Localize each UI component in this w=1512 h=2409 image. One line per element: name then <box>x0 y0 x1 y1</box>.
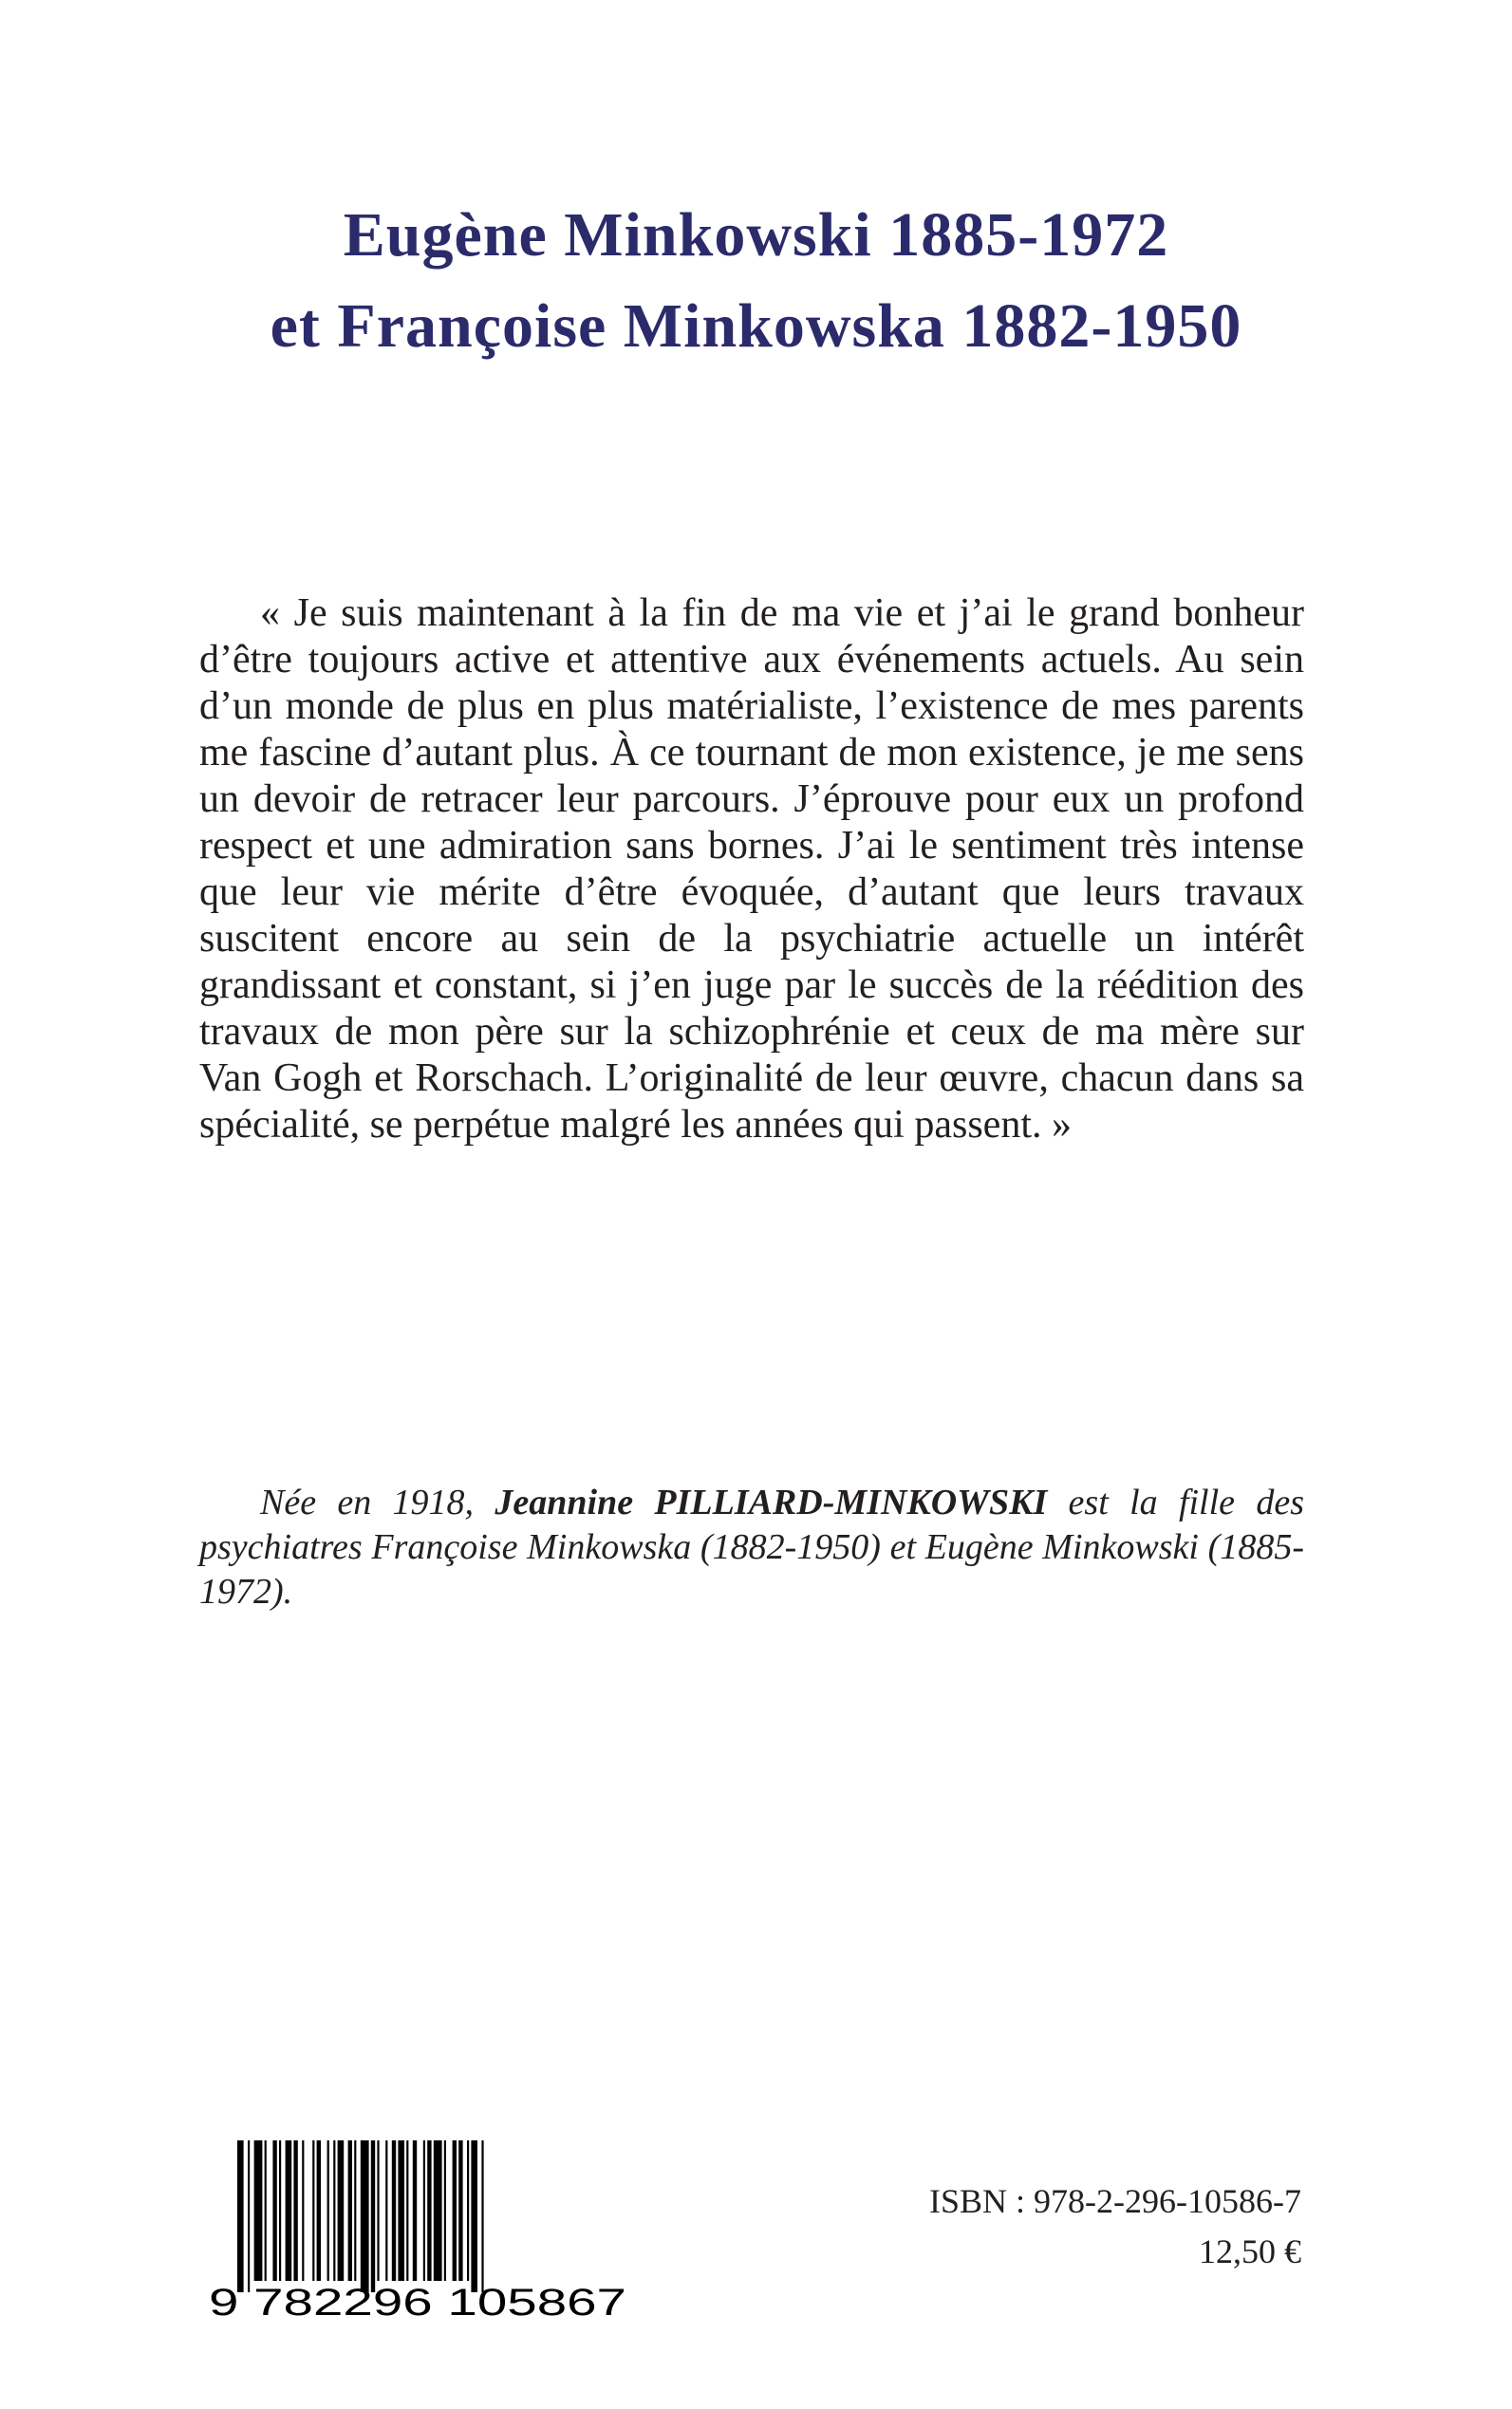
barcode-bar <box>481 2140 483 2292</box>
bio-prefix: Née en 1918, <box>260 1483 495 1522</box>
book-title <box>0 190 1512 372</box>
barcode-bar <box>423 2140 425 2281</box>
barcode-bar <box>293 2140 297 2281</box>
barcode-bar <box>361 2140 369 2292</box>
barcode-bar <box>286 2140 292 2281</box>
barcode-bar <box>237 2140 244 2292</box>
barcode-bar <box>467 2140 469 2281</box>
barcode-bar <box>338 2140 345 2281</box>
barcode-bar <box>385 2140 387 2281</box>
back-cover-quote: « Je suis maintenant à la fin de ma vie et j’ai le grand bonheur d’être toujours active et attentive aux événements actuels. Au sein d’un monde de plus en plus matérialiste, l’existence de mes parents me fascine d’autant plus. À ce tournant de mon existence, je me sens un devoir de retracer leur parcours. J’éprouve pour eux un profond respect et une admiration sans bornes. J’ai le sentiment très intense que leur vie mérite d’être évoquée, d’autant que leurs travaux suscitent encore au sein de la psychiatrie actuelle un intérêt grandissant et constant, si j’en juge par le succès de la réédition des travaux de mon père sur la schizophrénie et ceux de ma mère sur Van Gogh et Rorschach. L’originalité de leur œuvre, chacun dans sa spécialité, se perpétue malgré les années qui passent. » <box>199 591 1304 1147</box>
barcode-bar <box>371 2140 375 2292</box>
barcode-bar <box>471 2140 477 2292</box>
barcode-bar <box>348 2140 352 2281</box>
barcode-bar <box>444 2140 446 2281</box>
barcode-bar <box>434 2140 442 2281</box>
barcode-bar <box>312 2140 314 2281</box>
barcode-bars <box>237 2140 484 2292</box>
barcode-bar <box>254 2140 263 2281</box>
isbn: ISBN : 978-2-296-10586-7 <box>929 2182 1301 2220</box>
author-name: Jeannine PILLIARD-MINKOWSKI <box>495 1483 1048 1522</box>
barcode <box>209 2140 626 2321</box>
barcode-bar <box>392 2140 396 2281</box>
title-line-2: et Françoise Minkowska 1882-1950 <box>270 291 1242 361</box>
barcode-bar <box>317 2140 321 2281</box>
barcode-bar <box>302 2140 304 2281</box>
barcode-bar <box>327 2140 329 2281</box>
barcode-bar <box>333 2140 335 2281</box>
bio-suffix: est la fille des psychiatres Françoise Minkowska (1882-1950) et Eugène Minkowski (1885-1972). <box>199 1483 1304 1612</box>
barcode-bar <box>354 2140 356 2281</box>
barcode-bar <box>279 2140 281 2281</box>
barcode-bar <box>248 2140 250 2292</box>
barcode-bar <box>398 2140 404 2281</box>
price: 12,50 € <box>1199 2232 1301 2270</box>
barcode-bar <box>265 2140 267 2281</box>
barcode-bar <box>406 2140 408 2281</box>
barcode-bar <box>413 2140 417 2281</box>
barcode-bar <box>427 2140 431 2281</box>
barcode-bar <box>377 2140 379 2281</box>
barcode-bar <box>272 2140 276 2281</box>
author-bio <box>199 1481 1304 1615</box>
title-line-1: Eugène Minkowski 1885-1972 <box>343 200 1169 270</box>
barcode-digits: 9 782296 105867 <box>209 2282 626 2321</box>
barcode-bar <box>458 2140 462 2281</box>
barcode-bar <box>453 2140 457 2281</box>
